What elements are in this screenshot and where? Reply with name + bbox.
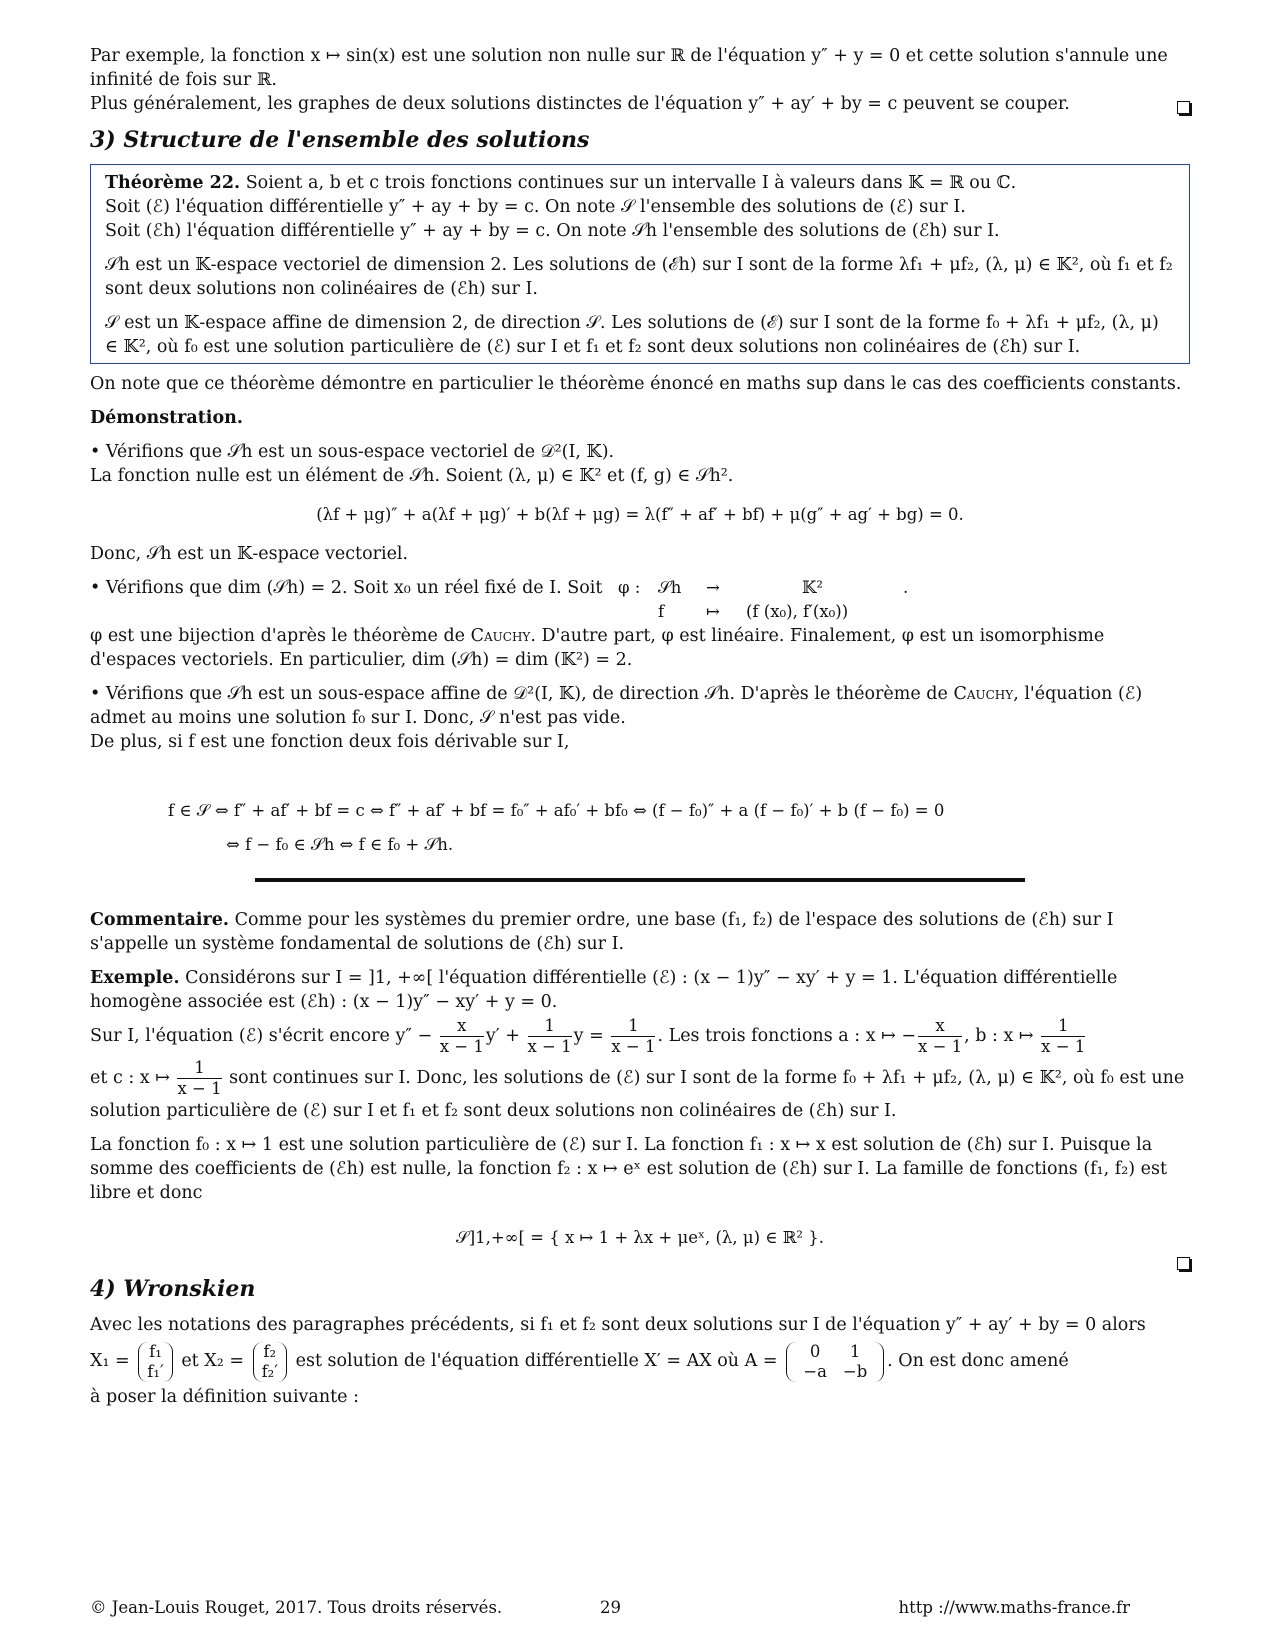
proof-step-1b: La fonction nulle est un élément de 𝒮h. Soient (λ, μ) ∈ 𝕂² et (f, g) ∈ 𝒮h².: [90, 466, 734, 486]
fraction-a: $\frac{x}{x - 1}$: [918, 1016, 963, 1056]
example-text-3: La fonction f₀ : x ↦ 1 est une solution particulière de (ℰ) sur I. La fonction f₁ : x ↦ x est solution de (ℰh) sur I. Puisque la somme des coefficients de (ℰh) est nulle, la fonction f₂ : x ↦ eˣ est solution de (ℰh) sur I. La famille de fonctions (f₁, f₂) est libre et donc: [90, 1135, 1168, 1203]
theorem-p1b: Soit (ℰ) l'équation différentielle y″ + ay + by = c. On note 𝒮 l'ensemble des solutions de (ℰ) sur I.: [105, 197, 966, 217]
qed-square-icon-2: [1177, 1257, 1190, 1270]
example-text-1: Considérons sur I = ]1, +∞[ l'équation différentielle (ℰ) : (x − 1)y″ − xy′ + y = 1. L'équation différentielle homogène associée est (ℰh) : (x − 1)y″ − xy′ + y = 0.: [90, 968, 1118, 1012]
example-line-2: Sur I, l'équation (ℰ) s'écrit encore y″ − $\frac{x}{x - 1}$ y′ + $\frac{1}{x - 1}$ y = $\frac{1}{x - 1}$ . Les trois fonctions a : x ↦ − $\frac{x}{x - 1}$ , b : x ↦ $\frac{1}{x - 1}$: [90, 1016, 1086, 1056]
phi-colon: :: [634, 578, 641, 597]
cauchy-name: Cauchy: [470, 626, 531, 646]
example-line-3: et c : x ↦ $\frac{1}{x - 1}$ sont continues sur I. Donc, les solutions de (ℰ) sur I sont de la forme f₀ + λf₁ + μf₂, (λ, μ) ∈ 𝕂², où f₀ est une solution particulière de (ℰ) sur I et f₁ et f₂ sont deux solutions non colinéaires de (ℰh) sur I.: [90, 1058, 1185, 1121]
theorem-p3: 𝒮 est un 𝕂-espace affine de dimension 2, de direction 𝒮. Les solutions de (ℰ) sur I sont de la forme f₀ + λf₁ + μf₂, (λ, μ) ∈ 𝕂², où f₀ est une solution particulière de (ℰ) sur I et f₁ et f₂ sont deux solutions non colinéaires de (ℰh) sur I.: [105, 313, 1159, 357]
phi-arrow: →: [705, 578, 720, 597]
phi-f: f: [657, 602, 665, 621]
end-of-proof-rule: [255, 878, 1025, 882]
matrix-x1: f₁ f₁′: [138, 1342, 172, 1382]
proof-equations-2: [168, 794, 1190, 862]
proof-step-2b: φ est une bijection d'après le théorème de Cauchy. D'autre part, φ est linéaire. Finalement, φ est un isomorphisme d'espaces vectoriels. En particulier, dim (𝒮h) = dim (𝕂²) = 2.: [90, 626, 1105, 670]
proof-step-2: [90, 576, 1190, 624]
page-body: [90, 44, 1190, 1409]
theorem-p1a: Soient a, b et c trois fonctions continues sur un intervalle I à valeurs dans 𝕂 = ℝ ou ℂ.: [245, 173, 1017, 193]
comment-text: Comme pour les systèmes du premier ordre, une base (f₁, f₂) de l'espace des solutions de (ℰh) sur I s'appelle un système fondamental de solutions de (ℰh) sur I.: [90, 910, 1114, 954]
phi-image: (f (x₀), f′(x₀)): [745, 602, 849, 621]
wronskien-line-2: X₁ = f₁ f₁′ et X₂ = f₂ f₂′ est solution de l'équation différentielle X′ = AX où A = 0 1 −a −b . On est donc amené: [90, 1341, 1069, 1381]
phi-dot: .: [902, 578, 909, 597]
wronskien-line-3: à poser la définition suivante :: [90, 1387, 359, 1407]
proof-step-1c: Donc, 𝒮h est un 𝕂-espace vectoriel.: [90, 544, 409, 564]
section-3-title: 3) Structure de l'ensemble des solutions: [90, 127, 590, 153]
proof-label: Démonstration.: [90, 408, 243, 428]
proof-equation-1: (λf + μg)″ + a(λf + μg)′ + b(λf + μg) = λ(f″ + af′ + bf) + μ(g″ + ag′ + bg) = 0.: [316, 505, 964, 524]
proof-equation-3: ⇔ f − f₀ ∈ 𝒮h ⇔ f ∈ f₀ + 𝒮h.: [226, 835, 454, 854]
theorem-note: On note que ce théorème démontre en particulier le théorème énoncé en maths sup dans le cas des coefficients constants.: [90, 374, 1182, 394]
comment-label: Commentaire.: [90, 910, 230, 930]
theorem-p2: 𝒮h est un 𝕂-espace vectoriel de dimension 2. Les solutions de (ℰh) sur I sont de la forme λf₁ + μf₂, (λ, μ) ∈ 𝕂², où f₁ et f₂ sont deux solutions non colinéaires de (ℰh) sur I.: [105, 255, 1173, 299]
theorem-p1c: Soit (ℰh) l'équation différentielle y″ + ay + by = c. On note 𝒮h l'ensemble des solutions de (ℰh) sur I.: [105, 221, 1000, 241]
qed-square-icon: [1177, 101, 1190, 114]
comment: [90, 908, 1190, 956]
fraction-1-over-x-minus-1: $\frac{1}{x - 1}$: [527, 1016, 572, 1056]
proof-step-3: • Vérifions que 𝒮h est un sous-espace affine de 𝒟²(I, 𝕂), de direction 𝒮h. D'après le théorème de Cauchy, l'équation (ℰ) admet au moins une solution f₀ sur I. Donc, 𝒮 n'est pas vide.: [90, 684, 1143, 728]
footer-page-number: 29: [600, 1598, 621, 1617]
example-solution-set: 𝒮]1,+∞[ = { x ↦ 1 + λx + μeˣ, (λ, μ) ∈ ℝ² }.: [455, 1228, 825, 1247]
intro-line-1: Par exemple, la fonction x ↦ sin(x) est une solution non nulle sur ℝ de l'équation y″ + y = 0 et cette solution s'annule une infinité de fois sur ℝ.: [90, 46, 1168, 90]
intro-line-2: Plus généralement, les graphes de deux solutions distinctes de l'équation y″ + ay′ + by = c peuvent se couper.: [90, 94, 1070, 114]
fraction-x-over-x-minus-1: $\frac{x}{x - 1}$: [439, 1016, 484, 1056]
phi-mapping: [618, 576, 946, 624]
phi-domain: 𝒮h: [657, 578, 682, 597]
proof-equation-2: f ∈ 𝒮 ⇔ f″ + af′ + bf = c ⇔ f″ + af′ + bf = f₀″ + af₀′ + bf₀ ⇔ (f − f₀)″ + a (f − f₀)′ + b (f − f₀) = 0: [168, 801, 945, 820]
proof-step-3b: De plus, si f est une fonction deux fois dérivable sur I,: [90, 732, 570, 752]
phi-codomain: 𝕂² .: [801, 578, 909, 597]
theorem-22-box: [90, 164, 1190, 364]
footer-copyright: © Jean-Louis Rouget, 2017. Tous droits réservés.: [90, 1598, 503, 1617]
example-p1: [90, 966, 1190, 1014]
phi-symbol: φ: [617, 578, 630, 597]
theorem-label: Théorème 22.: [105, 173, 241, 193]
wronskien-line-1: Avec les notations des paragraphes précédents, si f₁ et f₂ sont deux solutions sur I de l'équation y″ + ay′ + by = 0 alors: [90, 1315, 1146, 1335]
fraction-b: $\frac{1}{x - 1}$: [1041, 1016, 1086, 1056]
phi-mapsto: ↦: [705, 602, 720, 621]
section-4-title: 4) Wronskien: [90, 1276, 256, 1302]
proof-step-1: • Vérifions que 𝒮h est un sous-espace vectoriel de 𝒟²(I, 𝕂).: [90, 442, 615, 462]
proof-step-2-text: • Vérifions que dim (𝒮h) = 2. Soit x₀ un réel fixé de I. Soit: [90, 578, 603, 598]
fraction-c: $\frac{1}{x - 1}$: [177, 1058, 222, 1098]
cauchy-name-2: Cauchy: [953, 684, 1014, 704]
example-label: Exemple.: [90, 968, 180, 988]
footer-url[interactable]: http ://www.maths-france.fr: [898, 1598, 1130, 1617]
matrix-x2: f₂ f₂′: [253, 1342, 287, 1382]
matrix-a: 0 1 −a −b: [786, 1342, 884, 1382]
fraction-1-over-x-minus-1-rhs: $\frac{1}{x - 1}$: [611, 1016, 656, 1056]
